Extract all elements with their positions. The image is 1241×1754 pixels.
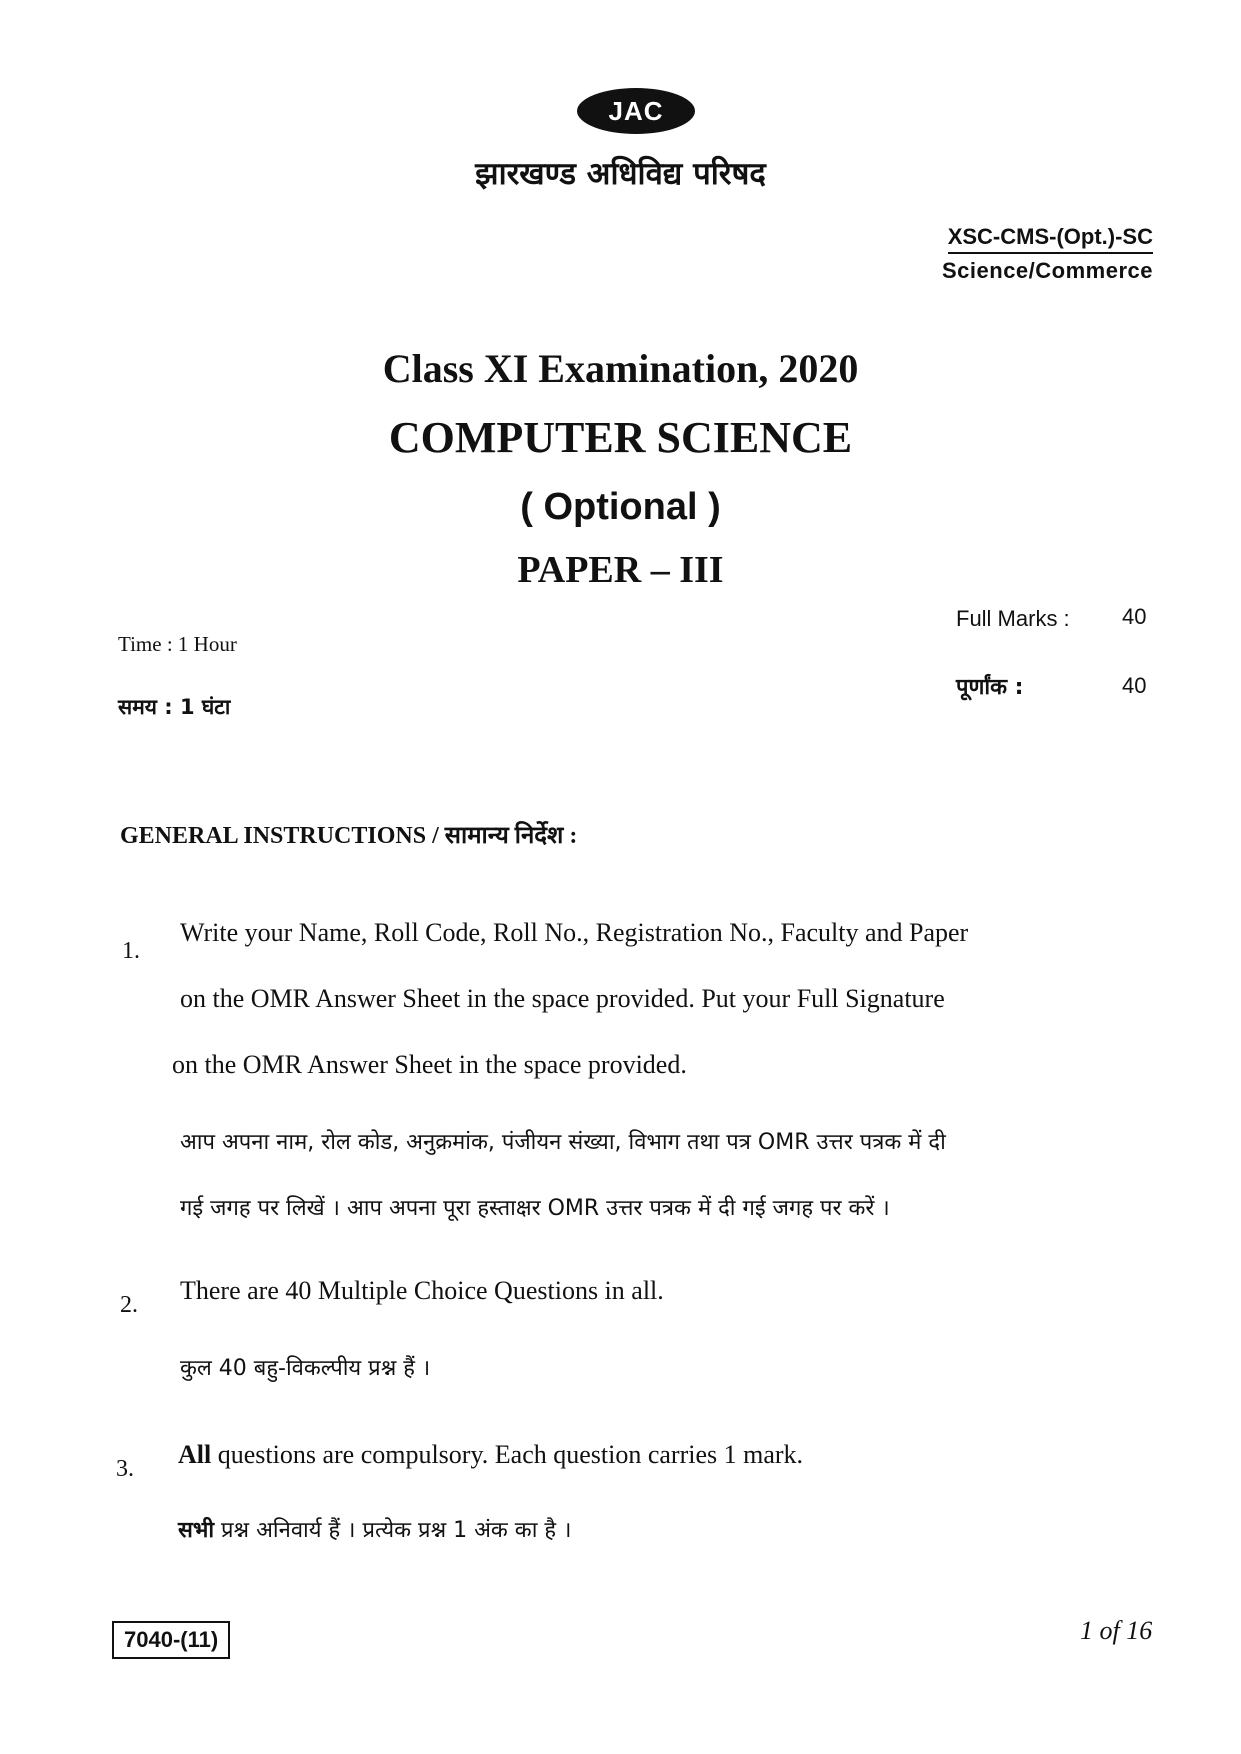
instruction-number: 1. [122, 938, 140, 964]
instruction-bold: All [178, 1440, 212, 1469]
paper-code: XSC-CMS-(Opt.)-SC [948, 224, 1153, 254]
logo-text: JAC [608, 95, 664, 126]
stream: Science/Commerce [942, 258, 1153, 283]
instruction-text-hindi: प्रश्न अनिवार्य हैं । प्रत्येक प्रश्न 1 अंक का है । [214, 1518, 572, 1543]
instruction-line [178, 1440, 803, 1470]
instruction-line-hindi: आप अपना नाम, रोल कोड, अनुक्रमांक, पंजीयन संख्या, विभाग तथा पत्र OMR उत्तर पत्रक में दी [180, 1130, 946, 1155]
jac-logo [577, 88, 695, 134]
instruction-bold-hindi: सभी [178, 1518, 215, 1543]
time-en: Time : 1 Hour [118, 632, 237, 656]
page-number: 1 of 16 [1080, 1616, 1153, 1645]
time-hi: समय : 1 घंटा [118, 695, 231, 719]
instruction-line-hindi: गई जगह पर लिखें । आप अपना पूरा हस्ताक्षर OMR उत्तर पत्रक में दी गई जगह पर करें । [180, 1196, 890, 1221]
paper-code-block [942, 224, 1153, 284]
exam-title: Class XI Examination, 2020 [382, 346, 859, 391]
subject-title: COMPUTER SCIENCE [388, 413, 853, 462]
full-marks-value: 40 [1122, 604, 1147, 629]
paper-label: PAPER – III [517, 549, 724, 591]
instruction-line: There are 40 Multiple Choice Questions in all. [180, 1276, 664, 1305]
instruction-line: on the OMR Answer Sheet in the space provided. Put your Full Signature [180, 984, 945, 1013]
instruction-number: 2. [120, 1292, 138, 1318]
board-name: झारखण्ड अधिविद्य परिषद [475, 156, 766, 192]
instructions-heading: GENERAL INSTRUCTIONS / सामान्य निर्देश : [120, 823, 578, 849]
instruction-number: 3. [116, 1456, 134, 1482]
instruction-text: questions are compulsory. Each question carries 1 mark. [211, 1440, 804, 1469]
instruction-line: Write your Name, Roll Code, Roll No., Registration No., Faculty and Paper [180, 918, 969, 947]
purnank-value: 40 [1122, 673, 1147, 698]
instruction-line-hindi [178, 1514, 571, 1544]
optional-label: ( Optional ) [520, 486, 721, 528]
booklet-code: 7040-(11) [112, 1621, 230, 1659]
instruction-line: on the OMR Answer Sheet in the space provided. [172, 1050, 687, 1079]
purnank-label: पूर्णांक : [956, 675, 1024, 700]
full-marks-label: Full Marks : [956, 606, 1070, 631]
instruction-line-hindi: कुल 40 बहु-विकल्पीय प्रश्न हैं । [180, 1356, 431, 1381]
